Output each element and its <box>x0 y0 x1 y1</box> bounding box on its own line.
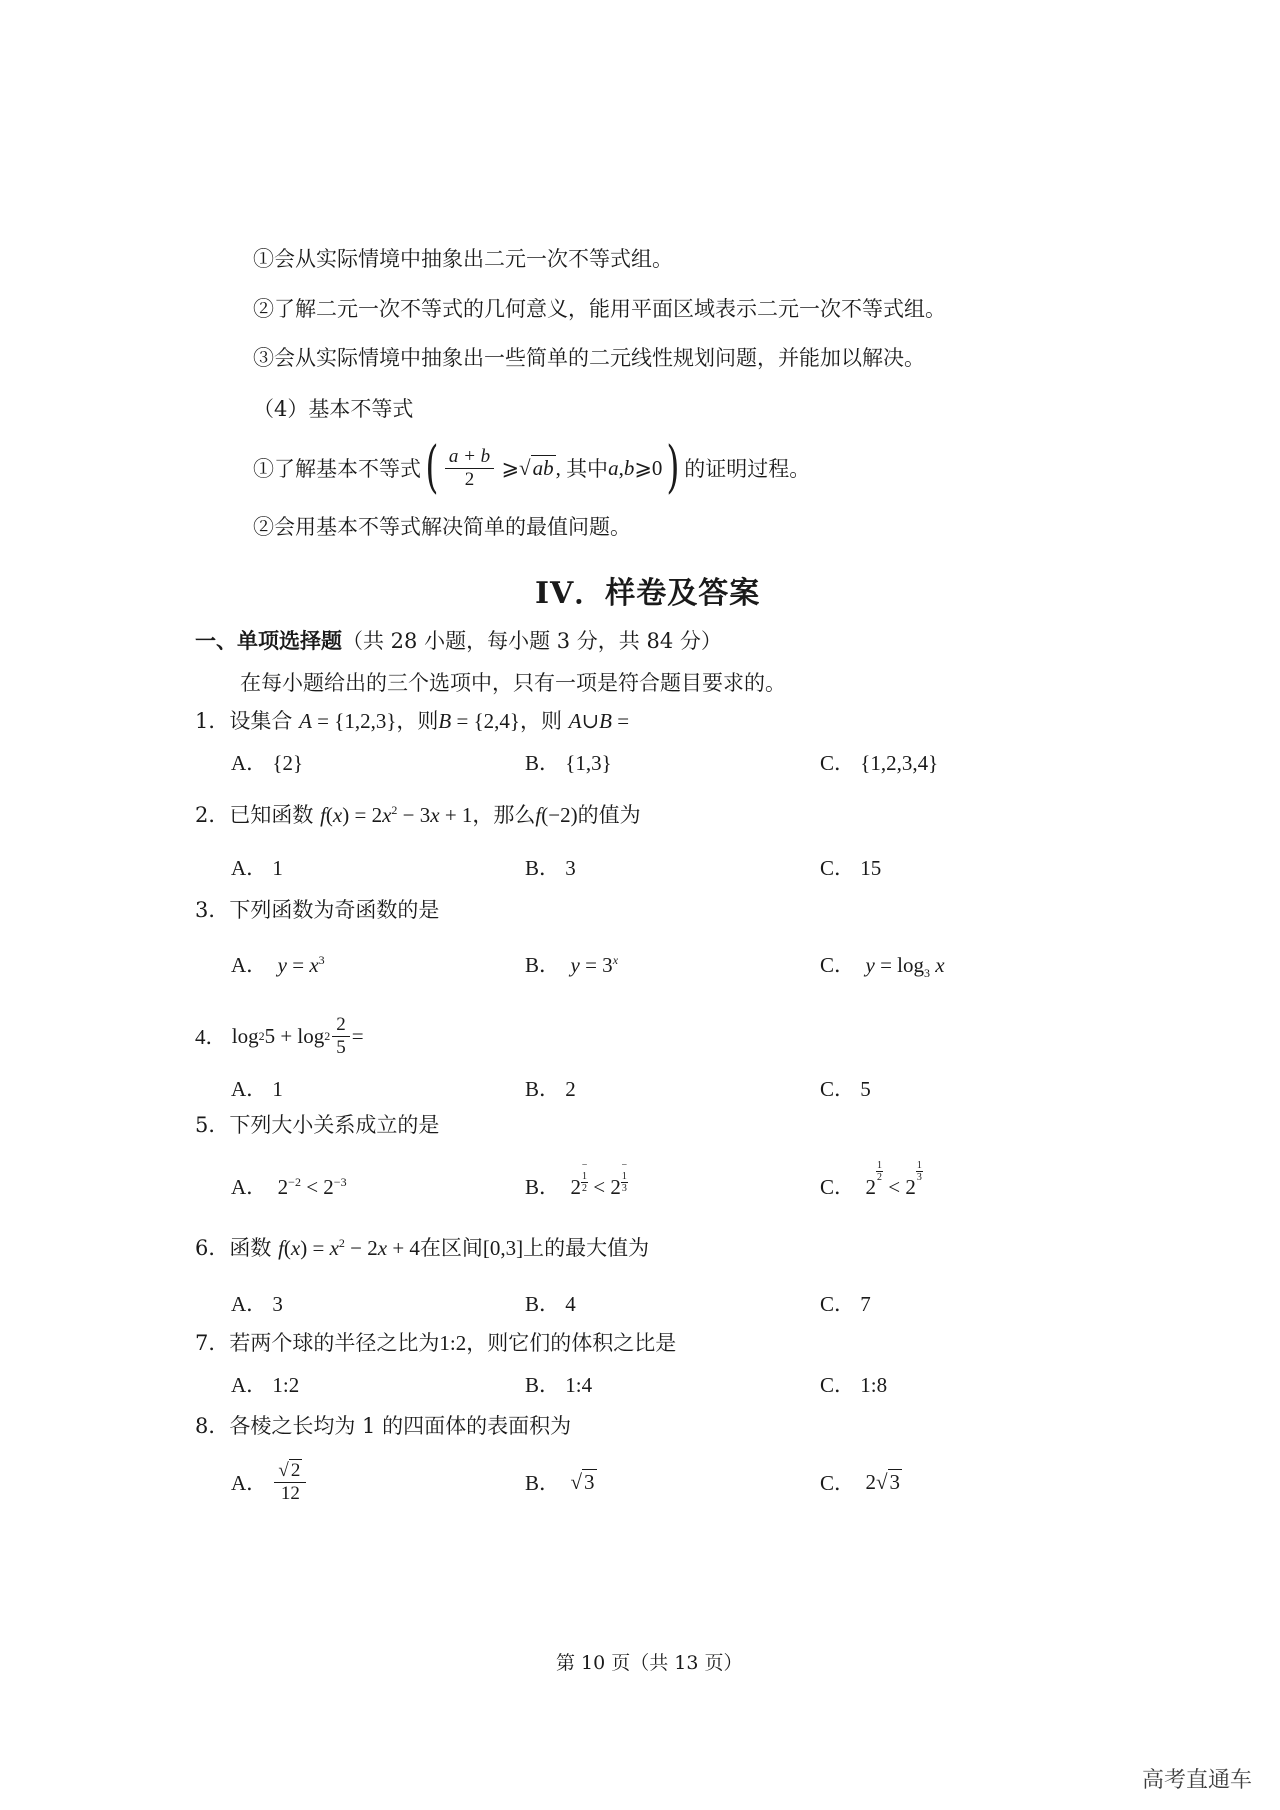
option-label: B． <box>525 1292 561 1316</box>
option-value: 1:4 <box>565 1373 593 1397</box>
question-text: 函数 <box>229 1236 272 1260</box>
option-value: 1 <box>272 856 283 880</box>
option-label: B． <box>525 1077 561 1101</box>
q8-option-c: C． 2√ 3 <box>820 1450 902 1514</box>
q1-option-c <box>820 748 938 778</box>
q2-option-c <box>820 853 881 883</box>
q4-option-c <box>820 1074 871 1104</box>
question-7 <box>195 1328 676 1358</box>
question-text: 若两个球的半径之比为 <box>229 1331 440 1355</box>
option-label: A． <box>231 1175 268 1199</box>
question-number: 3． <box>195 898 230 922</box>
q5-option-a: A． $2^{-2} < 2^{-3}$ <box>231 1175 347 1199</box>
question-text: 下列大小关系成立的是 <box>229 1113 440 1137</box>
intro-line-2: ②了解二元一次不等式的几何意义，能用平面区域表示二元一次不等式组。 <box>253 297 946 321</box>
question-8 <box>195 1411 571 1441</box>
option-label: B． <box>525 856 561 880</box>
option-value: {1,3} <box>565 751 612 775</box>
q6-option-c <box>820 1289 871 1319</box>
intro-line-5 <box>253 436 810 500</box>
intro-line-5-mid: 其中 <box>566 457 609 481</box>
section-title: IV．样卷及答案 <box>535 576 761 611</box>
intro-line-6: ②会用基本不等式解决简单的最值问题。 <box>253 515 631 539</box>
option-label: C． <box>820 953 856 977</box>
intro-line-1: ①会从实际情境中抽象出二元一次不等式组。 <box>253 247 673 271</box>
option-value: 5 <box>860 1077 871 1101</box>
option-label: A． <box>231 1373 268 1397</box>
option-label: A． <box>231 953 268 977</box>
q8-option-a: A． $\frac{√ 2}{12}$ <box>231 1450 308 1514</box>
option-value: 15 <box>860 856 882 880</box>
q6-option-a <box>231 1289 283 1319</box>
q2-option-a <box>231 853 283 883</box>
question-1: 1．设集合 A = {1,2,3}，则B = {2,4}，则 A∪B = <box>195 709 630 733</box>
option-value: 4 <box>565 1292 576 1316</box>
option-label: A． <box>231 1471 268 1495</box>
question-text: ，则它们的体积之比是 <box>466 1331 677 1355</box>
option-label: B． <box>525 751 561 775</box>
q7-option-b <box>525 1370 592 1400</box>
question-2: 2．已知函数 $f(x) = 2x^2 - 3x + 1$，那么f(−2)的值为 <box>195 803 641 827</box>
option-label: C． <box>820 1373 856 1397</box>
option-label: C． <box>820 1471 856 1495</box>
q3-option-b: B． $y = 3^x$ <box>525 953 619 977</box>
question-3 <box>195 895 439 925</box>
option-label: A． <box>231 751 268 775</box>
option-label: C． <box>820 856 856 880</box>
part-heading-bold: 一、单项选择题 <box>195 628 342 653</box>
option-label: C． <box>820 1077 856 1101</box>
question-text: 在区间 <box>419 1236 483 1260</box>
question-text: 下列函数为奇函数的是 <box>229 898 440 922</box>
option-value: {2} <box>272 751 304 775</box>
option-value: 1:2 <box>272 1373 300 1397</box>
question-number: 1． <box>195 709 230 733</box>
watermark: 高考直通车 <box>1141 1768 1252 1793</box>
intro-line-4: （4）基本不等式 <box>253 397 414 421</box>
option-label: A． <box>231 1292 268 1316</box>
part-instruction: 在每小题给出的三个选项中，只有一项是符合题目要求的。 <box>240 671 786 695</box>
question-text: ，则 <box>396 709 439 733</box>
question-text: 各棱之长均为 1 的四面体的表面积为 <box>229 1414 572 1438</box>
q4-option-a <box>231 1074 283 1104</box>
question-text: ，那么 <box>472 803 536 827</box>
question-number: 4． <box>195 1025 227 1049</box>
q6-option-b <box>525 1289 576 1319</box>
q5-option-c: C． 2 $\frac{1}{2}$ < 2 $\frac{1}{3}$ <box>820 1160 922 1199</box>
option-value: {1,2,3,4} <box>860 751 939 775</box>
option-value: 3 <box>272 1292 283 1316</box>
option-label: A． <box>231 856 268 880</box>
q2-option-b <box>525 853 576 883</box>
option-label: B． <box>525 1471 561 1495</box>
page-footer: 第 10 页（共 13 页） <box>556 1652 743 1674</box>
option-label: B． <box>525 1373 561 1397</box>
q3-option-a: A． $y = x^3$ <box>231 953 325 977</box>
option-value: 2 <box>565 1077 576 1101</box>
q1-option-b <box>525 748 612 778</box>
option-label: C． <box>820 1175 856 1199</box>
q1-option-a <box>231 748 303 778</box>
part-heading-note: （共 28 小题，每小题 3 分，共 84 分） <box>342 629 722 653</box>
question-number: 5． <box>195 1113 230 1137</box>
option-value: 1 <box>272 1077 283 1101</box>
intro-line-5-pre: ①了解基本不等式 <box>253 457 421 481</box>
q5-option-b: B． 2− 1 2 < 2− 1 3 <box>525 1160 628 1199</box>
question-5 <box>195 1110 439 1140</box>
option-label: B． <box>525 953 561 977</box>
option-label: C． <box>820 1292 856 1316</box>
part-heading <box>195 626 722 656</box>
basic-inequality-formula: ( $\frac{a + b}{2}$ ⩾√ab, 其中 a,b⩾0 ) <box>425 435 680 500</box>
question-text: 上的最大值为 <box>523 1236 650 1260</box>
option-label: A． <box>231 1077 268 1101</box>
question-text: 的值为 <box>577 803 641 827</box>
question-number: 8． <box>195 1414 230 1438</box>
q4-option-b <box>525 1074 576 1104</box>
q3-option-c: C． $y = \log_3 x$ <box>820 953 945 981</box>
question-4: 4． log 2 5 + log 2 $\frac{2}{5}$ = <box>195 1013 364 1058</box>
question-6: 6．函数 $f(x) = x^2 - 2x + 4$在区间[0,3]上的最大值为 <box>195 1236 650 1260</box>
intro-line-5-post: 的证明过程。 <box>684 457 811 481</box>
option-value: 3 <box>565 856 576 880</box>
q8-option-b: B． √ 3 <box>525 1450 597 1514</box>
question-number: 6． <box>195 1236 230 1260</box>
question-number: 2． <box>195 803 230 827</box>
question-number: 7． <box>195 1331 230 1355</box>
q7-option-a <box>231 1370 299 1400</box>
intro-line-3: ③会从实际情境中抽象出一些简单的二元线性规划问题，并能加以解决。 <box>253 346 925 370</box>
question-ratio: 1:2 <box>439 1331 467 1355</box>
question-text: 设集合 <box>229 709 293 733</box>
option-label: C． <box>820 751 856 775</box>
option-label: B． <box>525 1175 561 1199</box>
option-value: 1:8 <box>860 1373 888 1397</box>
question-text: 已知函数 <box>229 803 314 827</box>
q7-option-c <box>820 1370 887 1400</box>
option-value: 7 <box>860 1292 871 1316</box>
